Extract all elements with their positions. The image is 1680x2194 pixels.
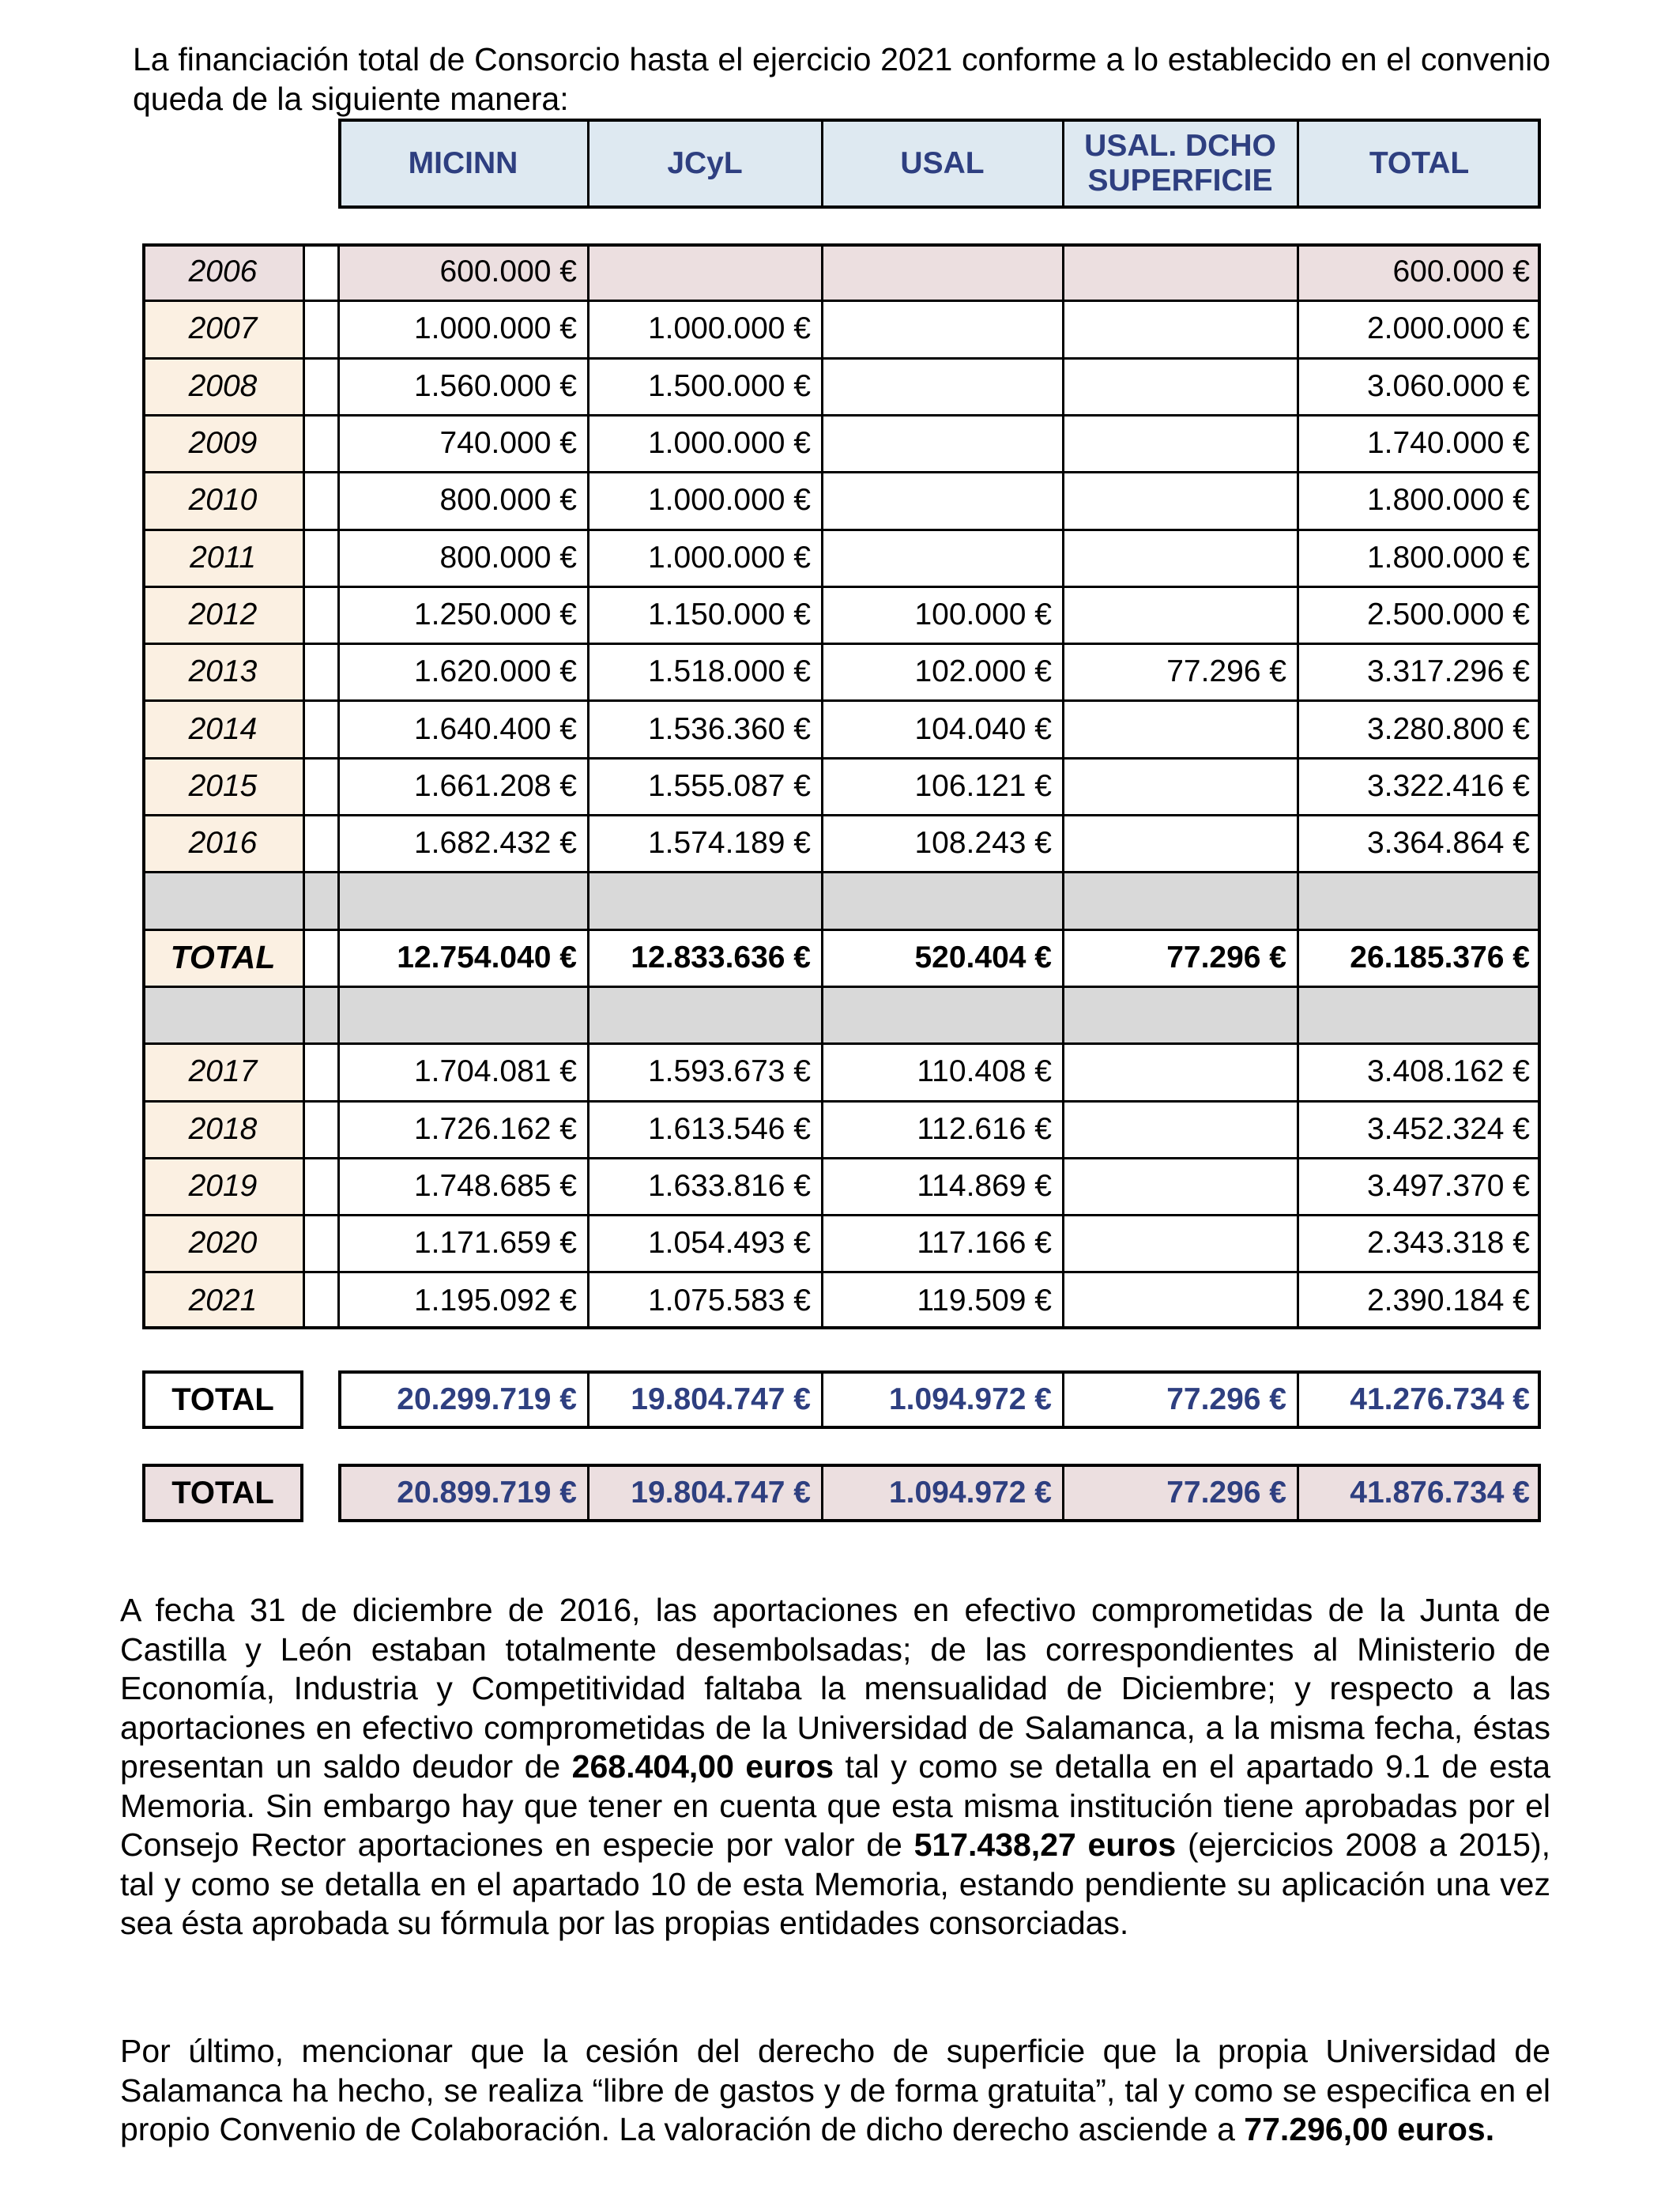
amount-cell: 1.800.000 € (1366, 540, 1530, 575)
amount-cell: 1.500.000 € (647, 368, 811, 403)
total-divider (1297, 1370, 1299, 1429)
year-cell: 2007 (142, 300, 303, 357)
total-value: 1.094.972 € (822, 1464, 1063, 1522)
column-divider (587, 243, 590, 1329)
row-divider (142, 471, 1541, 473)
column-divider (337, 243, 340, 1329)
row-divider (142, 929, 1541, 931)
year-cell: 2020 (142, 1215, 303, 1272)
row-divider (142, 300, 1541, 302)
total-value: 77.296 € (1063, 1370, 1298, 1429)
amount-cell (588, 243, 822, 300)
amount-cell: 1.661.208 € (413, 768, 577, 803)
amount-cell: 1.593.673 € (647, 1054, 811, 1089)
amount-cell (822, 472, 1063, 529)
header-divider (821, 119, 823, 209)
total-value: 77.296 € (1063, 1464, 1298, 1522)
amount-cell: 114.869 € (917, 1168, 1052, 1203)
total-divider (587, 1464, 590, 1522)
amount-cell: 3.280.800 € (1366, 711, 1530, 746)
amount-cell (822, 300, 1063, 357)
row-divider (142, 986, 1541, 988)
amount-cell: 1.748.685 € (413, 1168, 577, 1203)
amount-cell: 119.509 € (917, 1283, 1052, 1318)
amount-cell (1063, 758, 1298, 815)
amount-cell (1063, 1158, 1298, 1215)
amount-cell: 2.390.184 € (1366, 1283, 1530, 1318)
row-divider (142, 357, 1541, 360)
subtotal-value: 12.754.040 € (397, 940, 577, 974)
subtotal-value: 12.833.636 € (631, 940, 811, 974)
p1-text-3: (ejercicios 2008 a 2015), tal y como se detalla en el apartado 10 de esta Memoria, estando pendiente su aplicación una vez sea ésta aprobada su fórmula por las propias entidades consorciadas. (120, 1826, 1551, 1941)
amount-cell: 1.150.000 € (647, 597, 811, 631)
amount-cell: 1.633.816 € (647, 1168, 811, 1203)
amount-cell: 2.000.000 € (1366, 311, 1530, 346)
year-cell: 2018 (142, 1101, 303, 1158)
total-value: 20.899.719 € (338, 1464, 588, 1522)
subtotal-value: 520.404 € (914, 940, 1052, 974)
header-jcyl: JCyL (588, 119, 822, 209)
row-divider (142, 1271, 1541, 1273)
amount-cell (1063, 300, 1298, 357)
intro-paragraph: La financiación total de Consorcio hasta el ejercicio 2021 conforme a lo establecido en el convenio queda de la siguiente manera: (133, 41, 1550, 117)
separator-row (142, 986, 1541, 1043)
amount-cell: 800.000 € (439, 540, 577, 575)
header-micinn: MICINN (338, 119, 588, 209)
amount-cell: 740.000 € (439, 426, 577, 461)
year-cell: 2012 (142, 586, 303, 643)
amount-cell: 1.555.087 € (647, 768, 811, 803)
amount-cell: 117.166 € (917, 1226, 1052, 1261)
row-divider (142, 871, 1541, 873)
amount-cell: 106.121 € (914, 768, 1052, 803)
total-value: 19.804.747 € (588, 1464, 822, 1522)
total-value: 20.299.719 € (338, 1370, 588, 1429)
year-cell: 2019 (142, 1158, 303, 1215)
amount-cell (1063, 358, 1298, 415)
p2-bold-value: 77.296,00 euros. (1244, 2111, 1495, 2147)
amount-cell (822, 530, 1063, 586)
amount-cell (822, 358, 1063, 415)
amount-cell: 1.560.000 € (413, 368, 577, 403)
amount-cell: 1.682.432 € (413, 826, 577, 861)
separator-row (142, 872, 1541, 929)
amount-cell: 3.364.864 € (1366, 826, 1530, 861)
amount-cell: 1.000.000 € (413, 311, 577, 346)
column-divider (1062, 243, 1064, 1329)
amount-cell: 102.000 € (914, 654, 1052, 689)
total-label: TOTAL (142, 1370, 303, 1429)
row-divider (142, 414, 1541, 417)
year-cell: 2014 (142, 700, 303, 757)
amount-cell: 1.800.000 € (1366, 483, 1530, 518)
amount-cell: 800.000 € (439, 483, 577, 518)
row-divider (142, 1214, 1541, 1216)
amount-cell: 3.317.296 € (1366, 654, 1530, 689)
amount-cell: 112.616 € (917, 1111, 1052, 1146)
amount-cell: 1.726.162 € (413, 1111, 577, 1146)
paragraph-contributions (120, 1591, 1550, 1943)
year-cell: 2006 (142, 243, 303, 300)
total-divider (1297, 1464, 1299, 1522)
amount-cell: 1.620.000 € (413, 654, 577, 689)
column-divider (1297, 243, 1299, 1329)
amount-cell: 110.408 € (917, 1054, 1052, 1089)
row-divider (142, 814, 1541, 816)
amount-cell: 600.000 € (338, 243, 588, 300)
header-total: TOTAL (1298, 119, 1541, 209)
subtotal-label: TOTAL (142, 929, 303, 986)
header-divider (1297, 119, 1299, 209)
total-divider (1062, 1370, 1064, 1429)
amount-cell (1063, 586, 1298, 643)
amount-cell (1063, 1272, 1298, 1329)
amount-cell: 3.060.000 € (1366, 368, 1530, 403)
amount-cell: 2.343.318 € (1366, 1226, 1530, 1261)
amount-cell (1063, 1215, 1298, 1272)
amount-cell: 1.250.000 € (413, 597, 577, 631)
amount-cell (1063, 530, 1298, 586)
amount-cell: 1.704.081 € (413, 1054, 577, 1089)
year-cell: 2021 (142, 1272, 303, 1329)
row-divider (142, 529, 1541, 531)
amount-cell (1063, 1101, 1298, 1158)
paragraph-surface-right (120, 2032, 1550, 2150)
amount-cell: 1.075.583 € (647, 1283, 811, 1318)
header-usal-dcho-superficie: USAL. DCHO SUPERFICIE (1063, 119, 1298, 209)
p1-text-2: tal y como se detalla en el apartado 9.1 de esta Memoria. Sin embargo hay que tener en cuenta que esta misma institución tiene aprobadas por el Consejo Rector aportaciones en especie por valor de (120, 1748, 1550, 1863)
year-cell: 2015 (142, 758, 303, 815)
year-cell: 2013 (142, 643, 303, 700)
amount-cell (1063, 472, 1298, 529)
amount-cell (1063, 700, 1298, 757)
row-divider (142, 1042, 1541, 1045)
p1-bold-inkind: 517.438,27 euros (913, 1826, 1177, 1863)
year-cell: 2008 (142, 358, 303, 415)
amount-cell: 1.000.000 € (647, 311, 811, 346)
total-divider (821, 1464, 823, 1522)
amount-cell (822, 243, 1063, 300)
p1-bold-debt: 268.404,00 euros (571, 1748, 834, 1785)
amount-cell: 1.195.092 € (413, 1283, 577, 1318)
amount-cell: 1.000.000 € (647, 540, 811, 575)
amount-cell: 1.518.000 € (647, 654, 811, 689)
row-divider (142, 586, 1541, 588)
row-divider (142, 643, 1541, 645)
amount-cell (822, 415, 1063, 472)
p1-text-1: A fecha 31 de diciembre de 2016, las aportaciones en efectivo comprometidas de la Junta de Castilla y León estaban totalmente desembolsadas; de las correspondientes al Ministerio de Economía, Industria y Competitividad faltaba la mensualidad de Diciembre; y respecto a las aportaciones en efectivo comprometidas de la Universidad de Salamanca, a la misma fecha, éstas presentan un saldo deudor de (120, 1592, 1550, 1785)
header-divider (587, 119, 590, 209)
amount-cell: 3.408.162 € (1366, 1054, 1530, 1089)
total-divider (587, 1370, 590, 1429)
amount-cell: 1.536.360 € (647, 711, 811, 746)
total-value: 41.876.734 € (1298, 1464, 1541, 1522)
column-divider (303, 243, 305, 1329)
p2-text-1: Por último, mencionar que la cesión del derecho de superficie que la propia Universidad de Salamanca ha hecho, se realiza “libre de gastos y de forma gratuita”, tal y como se especifica en el propio Convenio de Colaboración. La valoración de dicho derecho asciende a (120, 2033, 1550, 2147)
amount-cell: 3.322.416 € (1366, 768, 1530, 803)
year-cell: 2010 (142, 472, 303, 529)
amount-cell (1063, 243, 1298, 300)
amount-cell: 104.040 € (914, 711, 1052, 746)
header-usal: USAL (822, 119, 1063, 209)
row-divider (142, 1100, 1541, 1103)
amount-cell (1063, 815, 1298, 872)
amount-cell: 3.452.324 € (1366, 1111, 1530, 1146)
amount-cell: 1.000.000 € (647, 483, 811, 518)
amount-cell: 1.171.659 € (413, 1226, 577, 1261)
year-cell: 2011 (142, 530, 303, 586)
amount-cell: 2.500.000 € (1366, 597, 1530, 631)
amount-cell: 1.000.000 € (647, 426, 811, 461)
year-cell: 2017 (142, 1043, 303, 1100)
total-value: 19.804.747 € (588, 1370, 822, 1429)
subtotal-value: 26.185.376 € (1350, 940, 1530, 974)
subtotal-value: 77.296 € (1166, 940, 1286, 974)
year-cell: 2009 (142, 415, 303, 472)
amount-cell: 1.054.493 € (647, 1226, 811, 1261)
row-divider (142, 699, 1541, 702)
total-value: 1.094.972 € (822, 1370, 1063, 1429)
row-divider (142, 1157, 1541, 1159)
amount-cell: 1.640.400 € (413, 711, 577, 746)
amount-cell: 77.296 € (1166, 654, 1286, 689)
total-value: 41.276.734 € (1298, 1370, 1541, 1429)
amount-cell: 600.000 € (1298, 243, 1541, 300)
row-divider (142, 757, 1541, 760)
header-divider (1062, 119, 1064, 209)
year-cell: 2016 (142, 815, 303, 872)
amount-cell (1063, 415, 1298, 472)
amount-cell (1063, 1043, 1298, 1100)
amount-cell: 108.243 € (914, 826, 1052, 861)
total-label: TOTAL (142, 1464, 303, 1522)
amount-cell: 1.574.189 € (647, 826, 811, 861)
amount-cell: 1.613.546 € (647, 1111, 811, 1146)
total-divider (821, 1370, 823, 1429)
amount-cell: 1.740.000 € (1366, 426, 1530, 461)
column-divider (821, 243, 823, 1329)
total-divider (1062, 1464, 1064, 1522)
amount-cell: 3.497.370 € (1366, 1168, 1530, 1203)
amount-cell: 100.000 € (914, 597, 1052, 631)
